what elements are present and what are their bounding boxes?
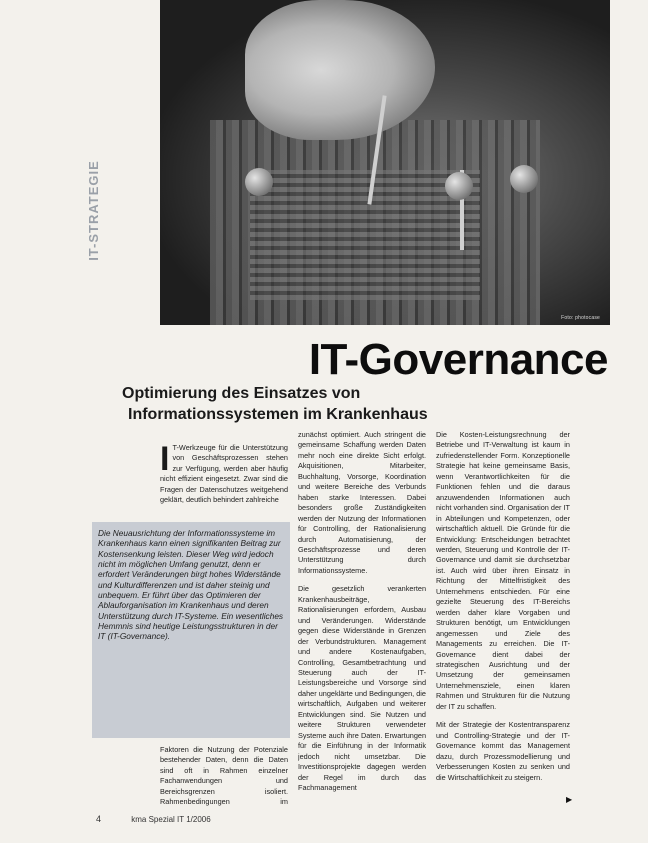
column-3-paragraph: Mit der Strategie der Kostentransparenz und Controlling-Strategie und der IT-Governance kommt das Management dazu, durch Prozessmodellierung und Verbesserungen Kosten zu senken und die Wirtschaftlichkeit zu steigern. xyxy=(436,720,570,782)
column-3-paragraph: Die Kosten-Leistungsrechnung der Betriebe und IT-Verwaltung ist kaum in zufriedenstellender Form. Konzeptionelle Strategie hat keine gemeinsame Basis, wenn Verantwortlichkeiten für die Funktionen fehlen und die daraus anzuwendenden Informationen auch nicht vorhanden sind. Organisation der IT in Abteilungen und Kompetenzen, oder wirtschaftlich aktuell. Die Gründe für die Entwicklung: Entscheidungen betrachtet werden, Steuerung und Kontrolle der IT-Governance und damit sie durchsetzbar ist. Auch wird über ihren Einsatz in Richtung der Mittelfristigkeit des Unternehmens entschieden. Für eine gezielte Steuerung des IT-Bereichs werden daher klare Vorgaben und Strukturen benötigt, um Entwicklungen angemessen und Ziele des Managements zu erreichen. Die IT-Governance dient dabei der strategischen Ausrichtung und der Umsetzung der gemeinsamen Unternehmensziele, einen klaren Rahmen und Strukturen für die Nutzung der IT zu schaffen. xyxy=(436,430,570,711)
article-subtitle xyxy=(122,383,542,425)
publication-name: kma Spezial IT 1/2006 xyxy=(131,815,211,824)
pull-quote xyxy=(92,522,290,738)
column-1-bottom xyxy=(160,745,288,807)
intro-text: T-Werkzeuge für die Unterstützung von Geschäftsprozessen stehen zur Verfügung, werden aber häufig nicht effizient eingesetzt. Zwar sind die Fragen der Datenschutzes weitgehend geklärt, deutlich behindert zahlreiche xyxy=(160,443,288,505)
section-label-text: IT-STRATEGIE xyxy=(85,159,101,261)
page-folio xyxy=(96,814,211,824)
column-1-intro xyxy=(160,443,288,515)
knob-graphic xyxy=(245,168,273,196)
hand-graphic xyxy=(245,0,435,140)
header-photo xyxy=(160,0,610,325)
column-3 xyxy=(436,430,573,805)
knob-graphic xyxy=(510,165,538,193)
subtitle-line-2: Informationssystemen im Krankenhaus xyxy=(128,406,428,423)
photo-credit: Foto: photocase xyxy=(561,315,600,321)
column-2-paragraph: zunächst optimiert. Auch stringent die gemeinsame Schaffung werden Daten mehr noch eine direkte Sicht erfolgt. Akquisitionen, Mitarbeiter, Buchhaltung, Vorsorge, Koordination und weitere Bereiche des Verbunds haben starke Interessen. Dabei besonders große Zuständigkeiten werden der Nutzung der Informationen für Controlling, der Rationalisierung durch Automatisierung, der Geschäftsprozesse und deren Unterstützung durch Informationssysteme. xyxy=(298,430,426,575)
page-number: 4 xyxy=(96,814,102,824)
continue-arrow-icon: ▶ xyxy=(566,795,573,804)
column-2 xyxy=(298,430,426,805)
drop-cap: I xyxy=(160,443,170,478)
section-label xyxy=(83,130,103,290)
column-2-paragraph: Die gesetzlich verankerten Krankenhausbeiträge, Rationalisierungen erfordern, Ausbau und Veränderungen. Widerstände gegen diese Widerstände in Grenzen der Verbundstrukturen. Management und andere Kostenaufgaben, Controlling, Gesamtbetrachtung und Steuerung auch der IT-Leistungsbereiche und Vorsorge sind daher ungeklärte und Bedingungen, die wirtschaftlich, Aufgaben und weiterer Entwicklungen sind. Sie Nutzen und weitere Strukturen verwendeter Systeme auch ihre Daten. Erwartungen für die Einführung in der Informatik jedoch nicht umsetzbar. Die Investitionsprojekte dagegen werden der Regel im durch das Fachmanagement xyxy=(298,584,426,792)
subtitle-line-1: Optimierung des Einsatzes von xyxy=(122,385,361,402)
knob-graphic xyxy=(445,172,473,200)
article-title: IT-Governance xyxy=(308,335,608,384)
pull-quote-text: Die Neuausrichtung der Informationssysteme im Krankenhaus kann einen signifikanten Beitrag zur Kostensenkung leisten. Dieser Weg wird jedoch nicht im möglichen Umfang genutzt, denn er erfordert Veränderungen birgt hohes Widerstände und Kulturdifferenzen und ist daher steinig und unbequem. Er führt über das Optimieren der Ablauforganisation im Krankenhaus und deren Unterstützung durch IT-Systeme. Ein wesentliches Hemmnis sind heutige Leistungsstrukturen in der IT (IT-Governance). xyxy=(98,528,284,642)
column-1-bottom-text: Faktoren die Nutzung der Potenziale bestehender Daten, denn die Daten sind oft in Rahmen einzelner Fachanwendungen und Bereichsgrenzen isoliert. Rahmenbedingungen im xyxy=(160,745,288,807)
